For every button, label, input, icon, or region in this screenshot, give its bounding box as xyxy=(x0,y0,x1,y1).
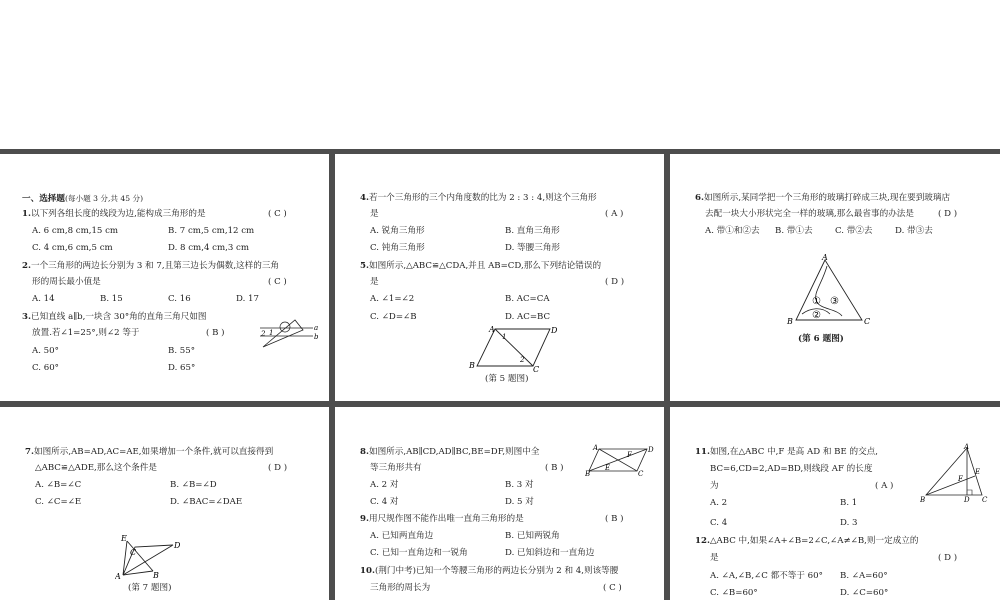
option-5a: A. ∠1=∠2 xyxy=(370,294,415,304)
label-a: A xyxy=(489,325,495,334)
option-5b: B. AC=CA xyxy=(505,294,550,304)
option-3b: B. 55° xyxy=(168,346,196,356)
question-10-line1: 10.(荆门中考)已知一个等腰三角形的两边长分别为 2 和 4,则该等腰 xyxy=(360,566,619,576)
label-c: C xyxy=(864,317,871,326)
label-a: A xyxy=(593,444,599,452)
label-a: A xyxy=(822,254,828,262)
glass-triangle xyxy=(796,260,862,320)
question-4-line2: 是 xyxy=(370,209,379,219)
option-9b: B. 已知两锐角 xyxy=(505,531,560,541)
piece-2: ② xyxy=(812,310,821,321)
segment-ab xyxy=(123,571,153,575)
label-b: B xyxy=(153,571,159,580)
option-6c: C. 带②去 xyxy=(835,226,873,236)
altitude-be xyxy=(926,476,975,495)
question-12-line1: 12.△ABC 中,如果∠A+∠B=2∠C,∠A≠∠B,则一定成立的 xyxy=(695,536,919,546)
option-9c: C. 已知一直角边和一锐角 xyxy=(370,548,468,558)
label-d: D xyxy=(551,326,558,335)
label-b: B xyxy=(469,361,475,370)
label-f: F xyxy=(627,451,632,459)
label-d: D xyxy=(648,446,654,454)
page-panel-4 xyxy=(0,407,329,600)
question-2-line2: 形的周长最小值是 xyxy=(32,277,101,287)
line-a-label: a xyxy=(314,324,319,332)
question-7-line1: 7.如图所示,AB=AD,AC=AE,如果增加一个条件,就可以直接得到 xyxy=(25,447,274,457)
page-panel-5 xyxy=(335,407,664,600)
label-e: E xyxy=(121,534,127,543)
option-3c: C. 60° xyxy=(32,363,59,373)
option-7d: D. ∠BAC=∠DAE xyxy=(170,497,243,507)
option-12d: D. ∠C=60° xyxy=(840,588,889,598)
option-6d: D. 带③去 xyxy=(895,226,933,236)
question-9: 9.用尺规作图不能作出唯一直角三角形的是 xyxy=(360,514,524,524)
answer-12: ( D ) xyxy=(938,553,958,563)
label-d: D xyxy=(964,496,970,503)
caption-q7: (第 7 题图) xyxy=(128,583,172,593)
answer-7: ( D ) xyxy=(268,463,288,473)
label-a: A xyxy=(964,443,970,451)
question-12-line2: 是 xyxy=(710,553,719,563)
answer-6: ( D ) xyxy=(938,209,958,219)
option-8a: A. 2 对 xyxy=(370,480,399,490)
label-c: C xyxy=(638,470,644,477)
figure-q5 xyxy=(465,324,565,372)
question-5-line2: 是 xyxy=(370,277,379,287)
answer-9: ( B ) xyxy=(605,514,624,524)
option-11a: A. 2 xyxy=(710,498,728,508)
figure-q8 xyxy=(585,443,660,477)
option-7b: B. ∠B=∠D xyxy=(170,480,217,490)
option-6b: B. 带①去 xyxy=(775,226,813,236)
question-3-line2: 放置.若∠1=25°,则∠2 等于 xyxy=(32,328,140,338)
option-9d: D. 已知斜边和一直角边 xyxy=(505,548,595,558)
option-12c: C. ∠B=60° xyxy=(710,588,758,598)
label-e: E xyxy=(975,468,981,476)
question-1: 1.以下列各组长度的线段为边,能构成三角形的是 xyxy=(22,209,206,219)
page-panel-6 xyxy=(670,407,1000,600)
label-d: D xyxy=(174,541,181,550)
question-7-line2: △ABC≌△ADE,那么这个条件是 xyxy=(35,463,157,473)
question-5-line1: 5.如图所示,△ABC≌△CDA,并且 AB=CD,那么下列结论错误的 xyxy=(360,261,602,271)
option-1a: A. 6 cm,8 cm,15 cm xyxy=(32,226,119,236)
answer-11: ( A ) xyxy=(875,481,894,491)
label-e: E xyxy=(605,464,611,472)
page-panel-3 xyxy=(670,154,1000,401)
angle-1-label: 1 xyxy=(269,329,274,337)
piece-3: ③ xyxy=(830,296,839,307)
figure-q7 xyxy=(115,531,190,581)
label-f: F xyxy=(958,475,963,483)
answer-4: ( A ) xyxy=(605,209,624,219)
page-panel-1 xyxy=(0,154,329,401)
option-9a: A. 已知两直角边 xyxy=(370,531,434,541)
triangle-abc xyxy=(926,448,982,495)
option-8c: C. 4 对 xyxy=(370,497,399,507)
option-1b: B. 7 cm,5 cm,12 cm xyxy=(168,226,255,236)
caption-q6: (第 6 题图) xyxy=(798,334,844,344)
option-2a: A. 14 xyxy=(32,294,55,304)
question-11-line3: 为 xyxy=(710,481,719,491)
option-5c: C. ∠D=∠B xyxy=(370,312,417,322)
label-b: B xyxy=(585,470,591,477)
label-c: C xyxy=(982,496,988,503)
option-12a: A. ∠A,∠B,∠C 都不等于 60° xyxy=(710,571,823,581)
option-12b: B. ∠A=60° xyxy=(840,571,888,581)
question-10-line2: 三角形的周长为 xyxy=(370,583,431,593)
figure-q3 xyxy=(255,314,325,354)
answer-2: ( C ) xyxy=(268,277,287,287)
question-6-line2: 去配一块大小形状完全一样的玻璃,那么最省事的办法是 xyxy=(705,209,914,219)
answer-3: ( B ) xyxy=(206,328,225,338)
answer-1: ( C ) xyxy=(268,209,287,219)
line-b-label: b xyxy=(314,333,319,341)
label-b: B xyxy=(787,317,793,326)
question-2-line1: 2.一个三角形的两边长分别为 3 和 7,且第三边长为偶数,这样的三角 xyxy=(22,261,280,271)
question-8-line1: 8.如图所示,AB∥CD,AD∥BC,BE=DF,则图中全 xyxy=(360,447,540,457)
option-2d: D. 17 xyxy=(236,294,259,304)
option-7a: A. ∠B=∠C xyxy=(35,480,82,490)
option-4b: B. 直角三角形 xyxy=(505,226,560,236)
label-c: C xyxy=(533,365,540,372)
ruler-hole xyxy=(280,322,290,332)
answer-8: ( B ) xyxy=(545,463,564,473)
question-6-line1: 6.如图所示,某同学把一个三角形的玻璃打碎成三块,现在要到玻璃店 xyxy=(695,193,951,203)
section-title: 一、选择题(每小题 3 分,共 45 分) xyxy=(22,194,144,204)
option-11d: D. 3 xyxy=(840,518,858,528)
figure-q11 xyxy=(920,443,998,503)
option-11b: B. 1 xyxy=(840,498,858,508)
answer-5: ( D ) xyxy=(605,277,625,287)
answer-10: ( C ) xyxy=(603,583,622,593)
option-3d: D. 65° xyxy=(168,363,196,373)
diagonal-ac xyxy=(495,329,533,366)
option-1c: C. 4 cm,6 cm,5 cm xyxy=(32,243,113,253)
question-11-line2: BC=6,CD=2,AD=BD,则线段 AF 的长度 xyxy=(710,464,873,474)
figure-q6 xyxy=(782,254,882,334)
question-4-line1: 4.若一个三角形的三个内角度数的比为 2 : 3 : 4,则这个三角形 xyxy=(360,193,597,203)
option-5d: D. AC=BC xyxy=(505,312,551,322)
option-3a: A. 50° xyxy=(32,346,59,356)
option-2b: B. 15 xyxy=(100,294,123,304)
question-3-line1: 3.已知直线 a∥b,一块含 30°角的直角三角尺如图 xyxy=(22,312,207,322)
label-c: C xyxy=(130,548,137,557)
option-8d: D. 5 对 xyxy=(505,497,534,507)
triangles-ade-abc xyxy=(123,541,173,575)
angle-2: 2 xyxy=(520,356,525,364)
angle-1: 1 xyxy=(502,333,507,341)
question-11-line1: 11.如图,在△ABC 中,F 是高 AD 和 BE 的交点, xyxy=(695,447,878,457)
option-6a: A. 带①和②去 xyxy=(705,226,760,236)
option-11c: C. 4 xyxy=(710,518,728,528)
angle-2-label: 2 xyxy=(261,330,266,338)
option-2c: C. 16 xyxy=(168,294,191,304)
option-4c: C. 钝角三角形 xyxy=(370,243,425,253)
option-7c: C. ∠C=∠E xyxy=(35,497,82,507)
option-4d: D. 等腰三角形 xyxy=(505,243,561,253)
right-angle-mark xyxy=(967,490,972,495)
option-8b: B. 3 对 xyxy=(505,480,534,490)
label-a: A xyxy=(115,572,121,581)
page-panel-2 xyxy=(335,154,664,401)
option-1d: D. 8 cm,4 cm,3 cm xyxy=(168,243,249,253)
option-4a: A. 锐角三角形 xyxy=(370,226,425,236)
piece-1: ① xyxy=(812,296,821,307)
label-b: B xyxy=(920,496,926,503)
caption-q5: (第 5 题图) xyxy=(485,374,529,384)
question-8-line2: 等三角形共有 xyxy=(370,463,422,473)
